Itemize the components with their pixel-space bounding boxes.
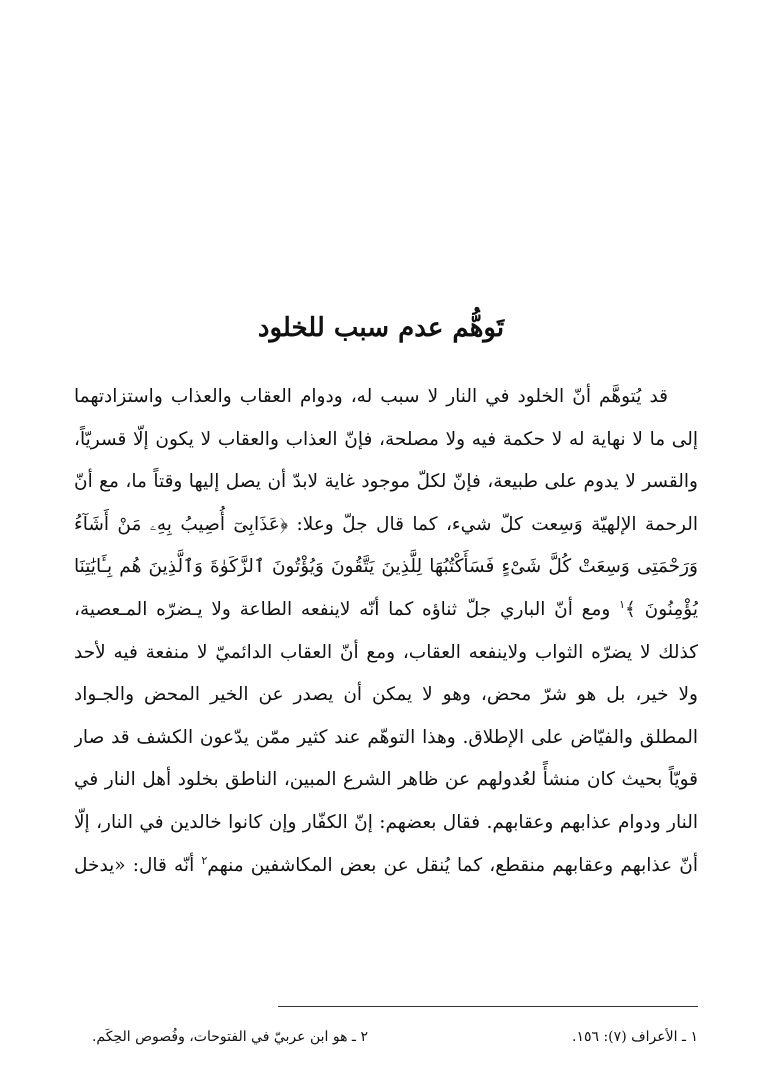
body-paragraph: [74, 376, 698, 887]
footnote-ref-2: ٢: [201, 853, 208, 867]
body-line-12-rest: أنّه قال: «يدخل: [74, 854, 195, 876]
body-line-6-rest: ومع أنّ الباري جلّ ثناؤه كما أنّه لاينفعه الطاعة ولا يـضرّه المـعصية،: [74, 598, 611, 620]
footnote-ref-1: ١: [619, 597, 626, 611]
body-line-10: قويّاً بحيث كان منشأً لعُدولهم عن ظاهر الشرع المبين، الناطق بخلود أهل النار في: [74, 769, 698, 791]
body-line-12: [74, 845, 698, 888]
body-line-3: والقسر لا يدوم على طبيعة، فإنّ لكلّ موجود غاية لابدّ أن يصل إليها وقتاً ما، مع أنّ: [74, 471, 698, 493]
footnotes: [74, 1022, 698, 1052]
body-line-8: ولا خير، بل هو شرّ محض، وهو لا يمكن أن يصدر عن الخير المحض والجـواد: [74, 684, 698, 706]
body-line-12-start: أنّ عذابهم وعقابهم منقطع، كما يُنقل عن بعض المكاشفين منهم: [207, 854, 698, 876]
body-line-11: النار ودوام عذابهم وعقابهم. فقال بعضهم: إنّ الكفّار وإن كانوا خالدين في النار، إلّا: [74, 811, 698, 833]
body-line-1: قد يُتوهَّم أنّ الخلود في النار لا سبب له، ودوام العقاب والعذاب واستزادتهما: [74, 386, 668, 407]
body-line-5: وَرَحْمَتِى وَسِعَتْ كُلَّ شَىْءٍ فَسَأَكْتُبُهَا لِلَّذِينَ يَتَّقُونَ وَيُؤْتُونَ ٱلزَّكَوٰةَ وَٱلَّذِينَ هُم بِـَٔايَٰتِنَا: [74, 556, 698, 578]
footnote-divider: [278, 1006, 698, 1007]
body-line-7: كذلك لا يضرّه الثواب ولاينفعه العقاب، ومع أنّ العقاب الدائميّ لا منفعة فيه لأحد: [74, 641, 698, 663]
quran-verse-end: يُؤْمِنُونَ ﴾: [625, 598, 698, 620]
footnote-1: ١ ـ الأعراف (٧): ١٥٦.: [572, 1029, 698, 1045]
body-line-6: [74, 589, 698, 632]
body-line-9: المطلق والفيّاض على الإطلاق. وهذا التوهّم عند كثير ممّن يدّعون الكشف قد صار: [74, 726, 698, 748]
section-title: تَوهُّم عدم سبب للخلود: [257, 313, 505, 343]
body-line-2: إلى ما لا نهاية له لا حكمة فيه ولا مصلحة، فإنّ العذاب والعقاب لا يكون إلّا قسريّاً،: [74, 428, 698, 450]
body-line-4: الرحمة الإلهيّة وَسِعت كلّ شيء، كما قال جلّ وعلا: ﴿عَذَابِىٓ أُصِيبُ بِهِۦ مَنْ أَشَآءُ: [74, 513, 698, 535]
footnote-2: ٢ ـ هو ابن عربيّ في الفتوحات، وفُصوص الحِكَم.: [91, 1029, 368, 1045]
